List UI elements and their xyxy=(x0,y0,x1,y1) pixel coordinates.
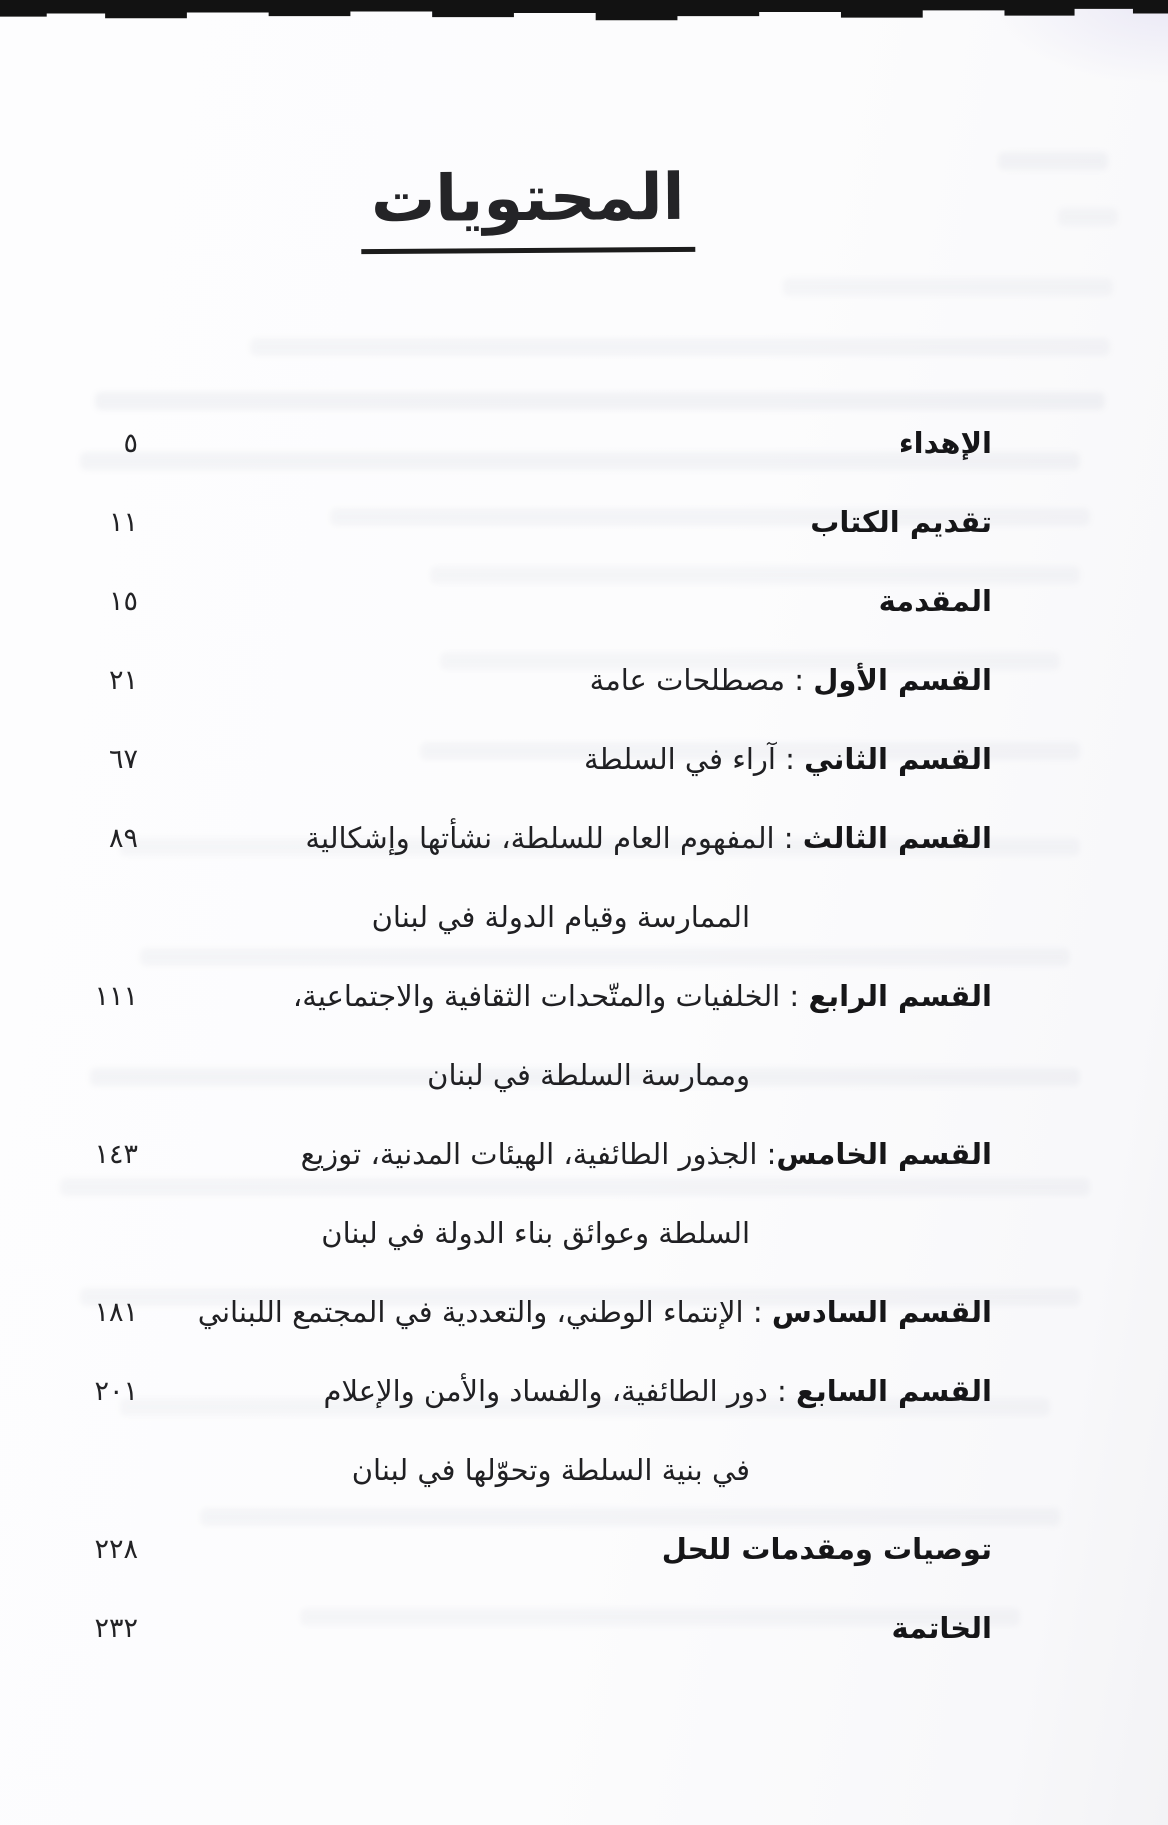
toc-entry xyxy=(0,1115,1168,1194)
toc-entry xyxy=(0,641,1168,720)
toc-entry-label xyxy=(899,425,992,463)
toc-entry-label xyxy=(891,1610,992,1648)
bleed-through-artifact xyxy=(783,278,1113,296)
toc-entry-title: القسم السابع xyxy=(796,1373,992,1408)
table-of-contents xyxy=(0,404,1168,1668)
toc-page-number: ١٨١ xyxy=(94,1296,138,1328)
toc-entry-subtitle: : مصطلحات عامة xyxy=(589,662,814,697)
toc-entry-subtitle: : المفهوم العام للسلطة، نشأتها وإشكالية xyxy=(305,820,803,855)
toc-entry-label xyxy=(810,504,992,542)
toc-entry-continuation-text: وممارسة السلطة في لبنان xyxy=(427,1057,750,1092)
toc-entry-continuation xyxy=(0,1194,1168,1273)
toc-page-number: ١١١ xyxy=(94,980,138,1012)
toc-entry-label xyxy=(301,1136,992,1174)
scan-edge-artifact xyxy=(0,0,1168,26)
toc-page-number: ٦٧ xyxy=(108,743,138,775)
toc-entry-subtitle: : الخلفيات والمتّحدات الثقافية والاجتماعية، xyxy=(292,978,809,1013)
toc-entry-label xyxy=(879,583,992,621)
toc-page-number: ١١ xyxy=(108,506,138,538)
toc-entry xyxy=(0,1589,1168,1668)
toc-entry-title: توصيات ومقدمات للحل xyxy=(661,1531,992,1566)
toc-entry-subtitle: : الإنتماء الوطني، والتعددية في المجتمع اللبناني xyxy=(197,1294,772,1329)
toc-entry-continuation-text: السلطة وعوائق بناء الدولة في لبنان xyxy=(321,1215,750,1250)
toc-entry xyxy=(0,1273,1168,1352)
toc-entry-continuation xyxy=(0,1036,1168,1115)
toc-entry-title: القسم الأول xyxy=(813,662,992,697)
page-title-wrap xyxy=(0,162,1168,253)
toc-page-number: ٥ xyxy=(123,427,138,459)
toc-entry-label xyxy=(324,1373,992,1411)
toc-entry-continuation-text: الممارسة وقيام الدولة في لبنان xyxy=(371,899,750,934)
toc-entry-continuation xyxy=(0,1431,1168,1510)
toc-entry xyxy=(0,720,1168,799)
toc-entry-continuation-text: في بنية السلطة وتحوّلها في لبنان xyxy=(351,1452,750,1487)
toc-entry xyxy=(0,1352,1168,1431)
toc-entry-title: الخاتمة xyxy=(891,1610,992,1645)
page-title: المحتويات xyxy=(361,161,695,254)
toc-page-number: ٢٠١ xyxy=(94,1375,138,1407)
toc-entry-title: المقدمة xyxy=(878,583,992,618)
toc-entry xyxy=(0,562,1168,641)
toc-page-number: ٢٢٨ xyxy=(94,1533,138,1565)
toc-entry-label xyxy=(198,1294,992,1332)
toc-entry-title: الإهداء xyxy=(898,425,992,460)
toc-entry-title: القسم الخامس xyxy=(776,1136,992,1171)
toc-page-number: ٢٣٢ xyxy=(94,1612,138,1644)
toc-entry-title: القسم الثاني xyxy=(804,741,992,776)
toc-entry-title: القسم السادس xyxy=(771,1294,992,1329)
toc-page-number: ١٥ xyxy=(108,585,138,617)
toc-entry xyxy=(0,404,1168,483)
toc-entry-subtitle: : آراء في السلطة xyxy=(584,741,805,776)
toc-entry-label xyxy=(305,820,992,858)
toc-entry-title: تقديم الكتاب xyxy=(810,504,992,539)
toc-entry xyxy=(0,1510,1168,1589)
toc-entry-label xyxy=(662,1531,992,1569)
toc-entry-subtitle: : الجذور الطائفية، الهيئات المدنية، توزيع xyxy=(300,1136,777,1171)
toc-entry xyxy=(0,799,1168,878)
bleed-through-artifact xyxy=(250,338,1110,356)
toc-entry xyxy=(0,957,1168,1036)
toc-page-number: ٢١ xyxy=(108,664,138,696)
toc-entry-continuation xyxy=(0,878,1168,957)
toc-entry-label xyxy=(584,741,992,779)
toc-entry-label xyxy=(590,662,992,700)
toc-page-number: ١٤٣ xyxy=(94,1138,138,1170)
toc-page-number: ٨٩ xyxy=(108,822,138,854)
toc-entry-title: القسم الثالث xyxy=(802,820,992,855)
toc-entry-title: القسم الرابع xyxy=(808,978,992,1013)
toc-entry-subtitle: : دور الطائفية، والفساد والأمن والإعلام xyxy=(323,1373,797,1408)
toc-entry-label xyxy=(293,978,992,1016)
toc-entry xyxy=(0,483,1168,562)
